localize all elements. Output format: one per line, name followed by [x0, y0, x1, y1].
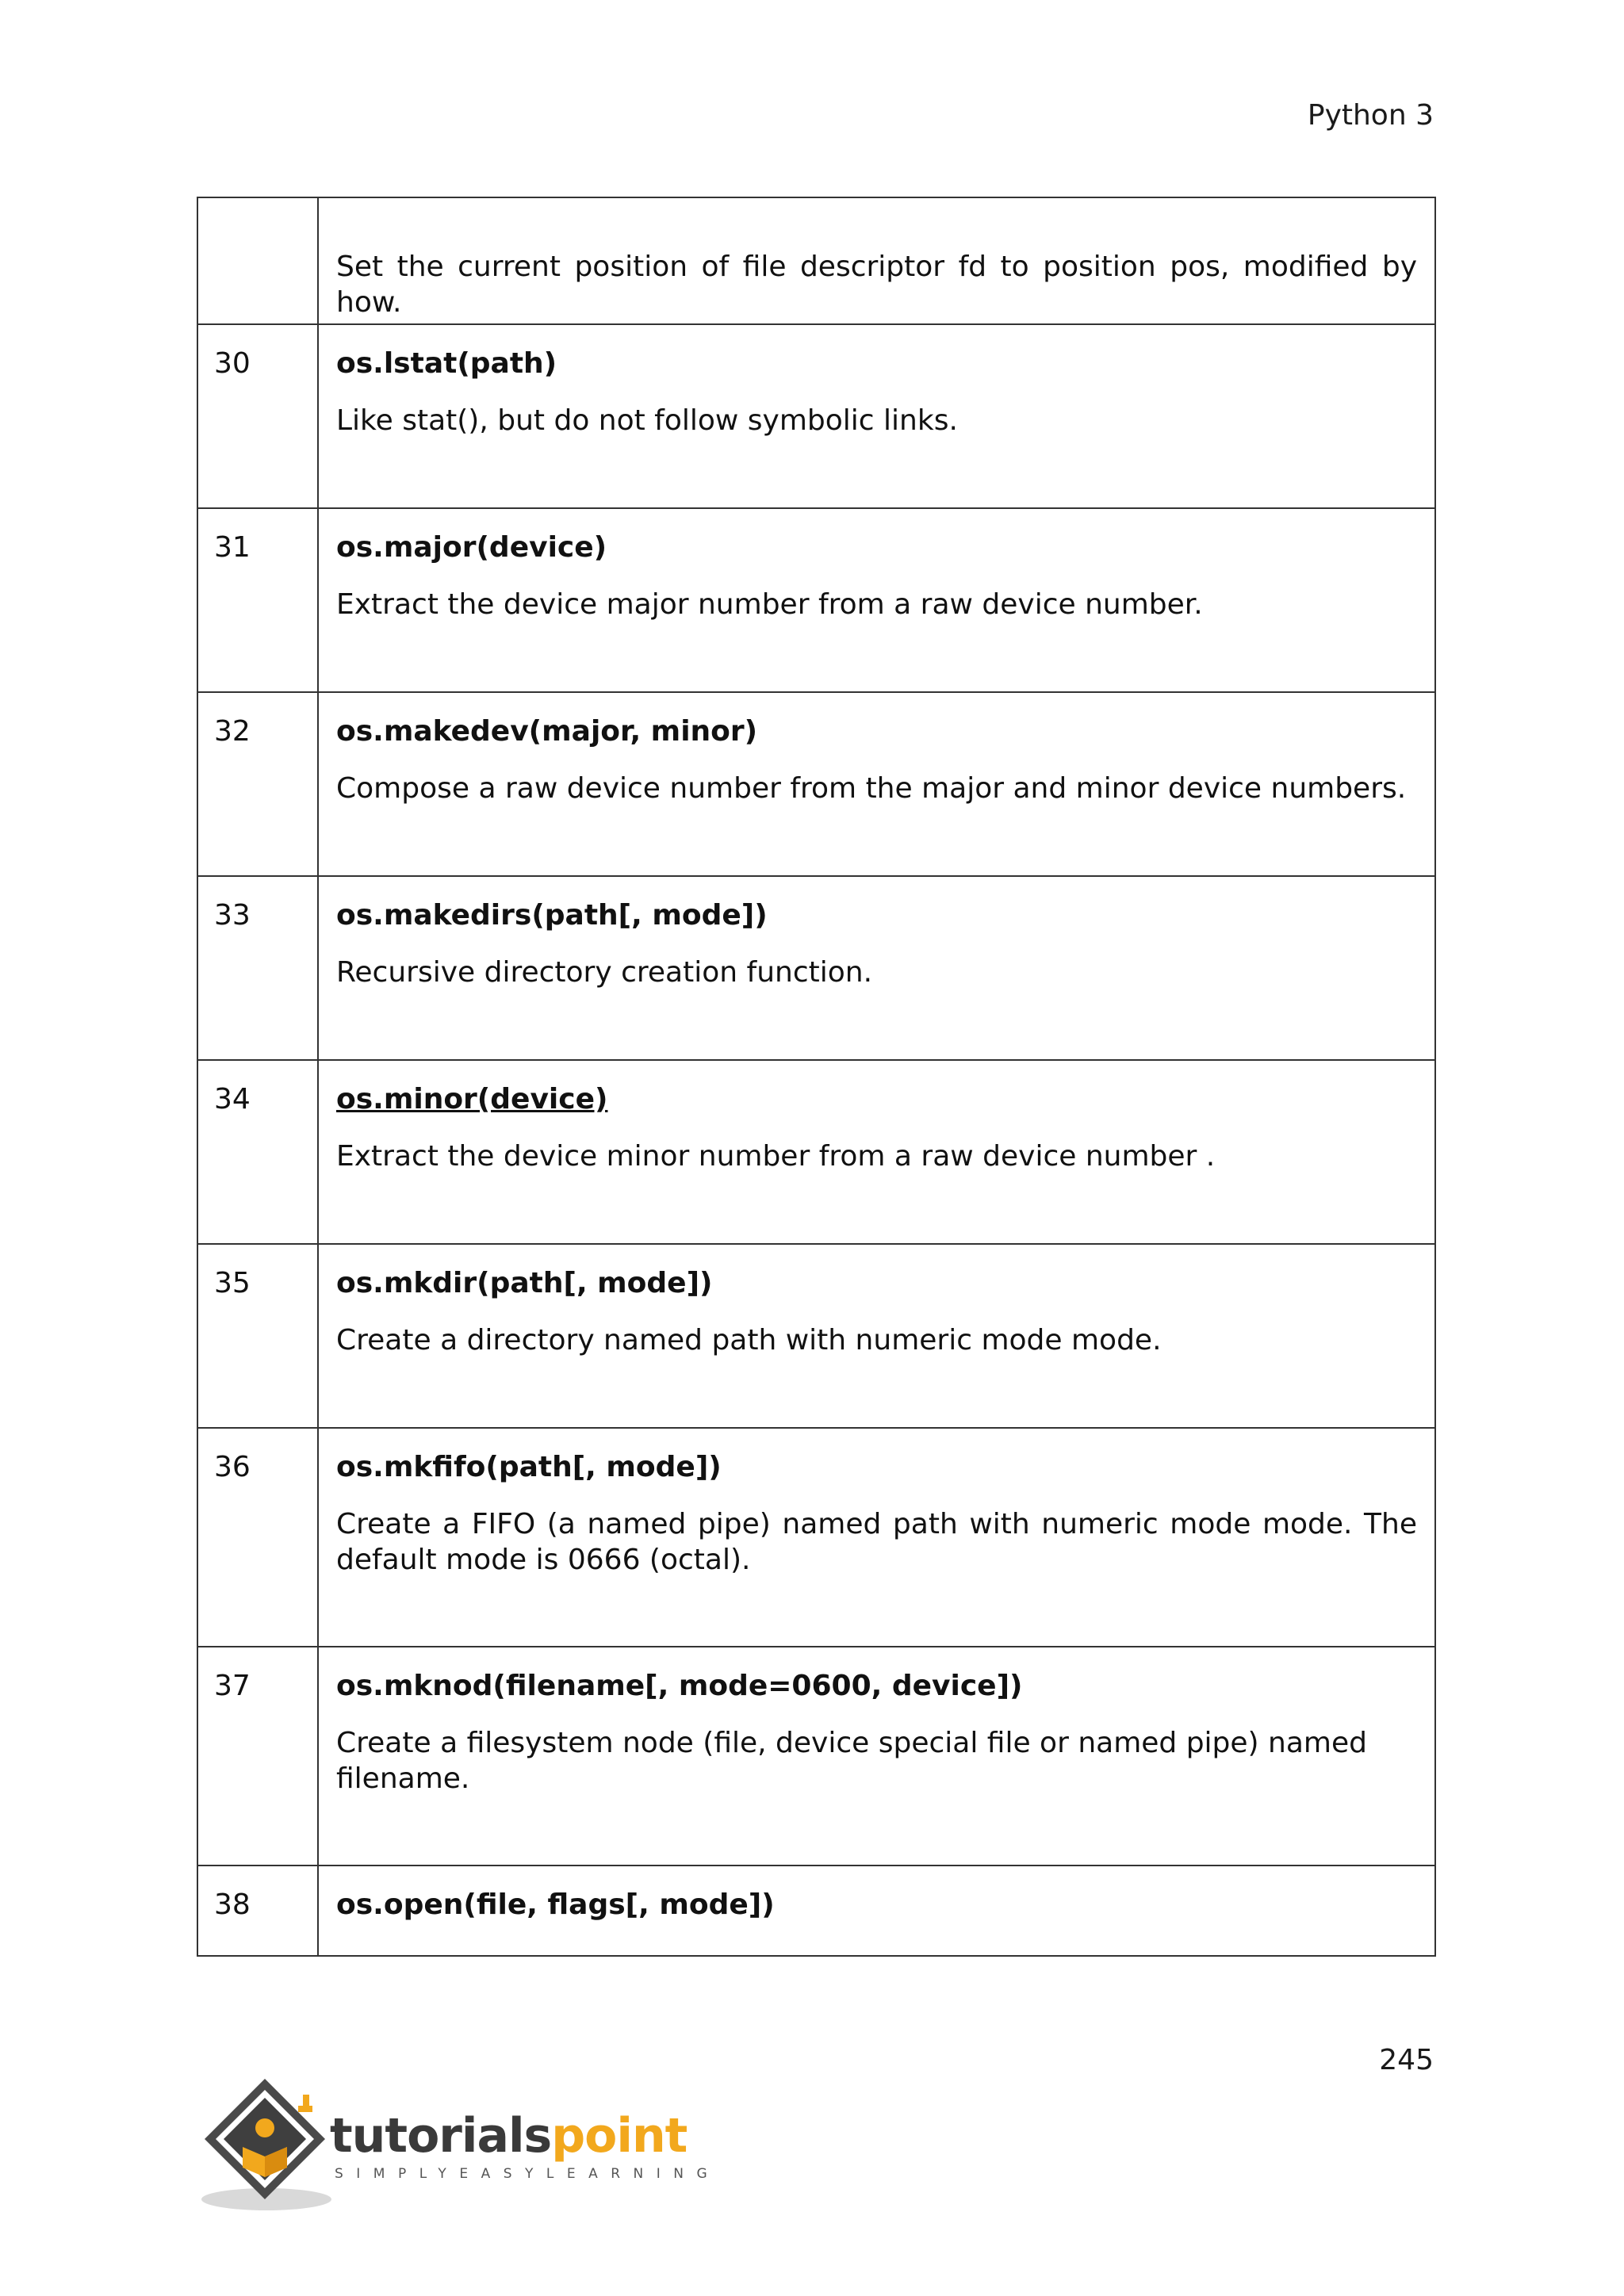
row-description-cell	[318, 197, 1435, 324]
function-name: os.mkdir(path[, mode])	[336, 1267, 713, 1299]
table-row	[197, 1244, 1435, 1428]
logo-mark-icon	[193, 2071, 344, 2214]
tutorialspoint-logo	[193, 2071, 721, 2214]
row-description-cell	[318, 1866, 1435, 1956]
function-table	[197, 197, 1436, 1957]
row-description-cell	[318, 324, 1435, 508]
table-row	[197, 1866, 1435, 1956]
function-name: os.mkfifo(path[, mode])	[336, 1451, 722, 1483]
row-number: 36	[197, 1428, 318, 1647]
table-row	[197, 1060, 1435, 1244]
table-row	[197, 324, 1435, 508]
row-number: 31	[197, 508, 318, 692]
function-name: os.makedev(major, minor)	[336, 715, 758, 748]
function-name: os.makedirs(path[, mode])	[336, 899, 768, 932]
table-row	[197, 508, 1435, 692]
function-description: Like stat(), but do not follow symbolic links.	[336, 404, 958, 437]
row-description-cell	[318, 508, 1435, 692]
logo-tagline: SIMPLYEASYLEARNING	[335, 2166, 721, 2182]
table-row	[197, 692, 1435, 876]
running-header-title: Python 3	[1307, 99, 1434, 132]
row-number: 38	[197, 1866, 318, 1956]
row-number: 37	[197, 1647, 318, 1866]
row-number	[197, 197, 318, 324]
function-description: Recursive directory creation function.	[336, 956, 873, 989]
function-name: os.mknod(filename[, mode=0600, device])	[336, 1670, 1023, 1702]
function-description: Compose a raw device number from the major and minor device numbers.	[336, 772, 1407, 805]
row-description-cell	[318, 1060, 1435, 1244]
function-description: Set the current position of file descriptor fd to position pos, modified by how.	[336, 251, 1417, 319]
row-description-cell	[318, 1428, 1435, 1647]
function-description: Create a directory named path with numeric mode mode.	[336, 1324, 1162, 1357]
function-description: Extract the device major number from a raw device number.	[336, 588, 1203, 621]
row-number: 30	[197, 324, 318, 508]
function-name: os.open(file, flags[, mode])	[336, 1888, 775, 1921]
row-number: 33	[197, 876, 318, 1060]
row-number: 35	[197, 1244, 318, 1428]
table-row	[197, 876, 1435, 1060]
function-description: Create a FIFO (a named pipe) named path with numeric mode mode. The default mode is 0666 (octal).	[336, 1508, 1417, 1576]
row-description-cell	[318, 1244, 1435, 1428]
row-number: 32	[197, 692, 318, 876]
function-name: os.lstat(path)	[336, 347, 557, 380]
table-row	[197, 197, 1435, 324]
row-description-cell	[318, 692, 1435, 876]
table-row	[197, 1647, 1435, 1866]
row-description-cell	[318, 1647, 1435, 1866]
table-row	[197, 1428, 1435, 1647]
function-name-link[interactable]: os.minor(device)	[336, 1083, 608, 1115]
logo-wordmark: tutorialspoint	[330, 2108, 688, 2164]
function-name: os.major(device)	[336, 531, 607, 564]
row-description-cell	[318, 876, 1435, 1060]
function-description: Extract the device minor number from a raw device number .	[336, 1140, 1216, 1173]
page-number: 245	[1379, 2044, 1434, 2076]
function-description: Create a filesystem node (file, device special file or named pipe) named filename.	[336, 1727, 1367, 1795]
row-number: 34	[197, 1060, 318, 1244]
